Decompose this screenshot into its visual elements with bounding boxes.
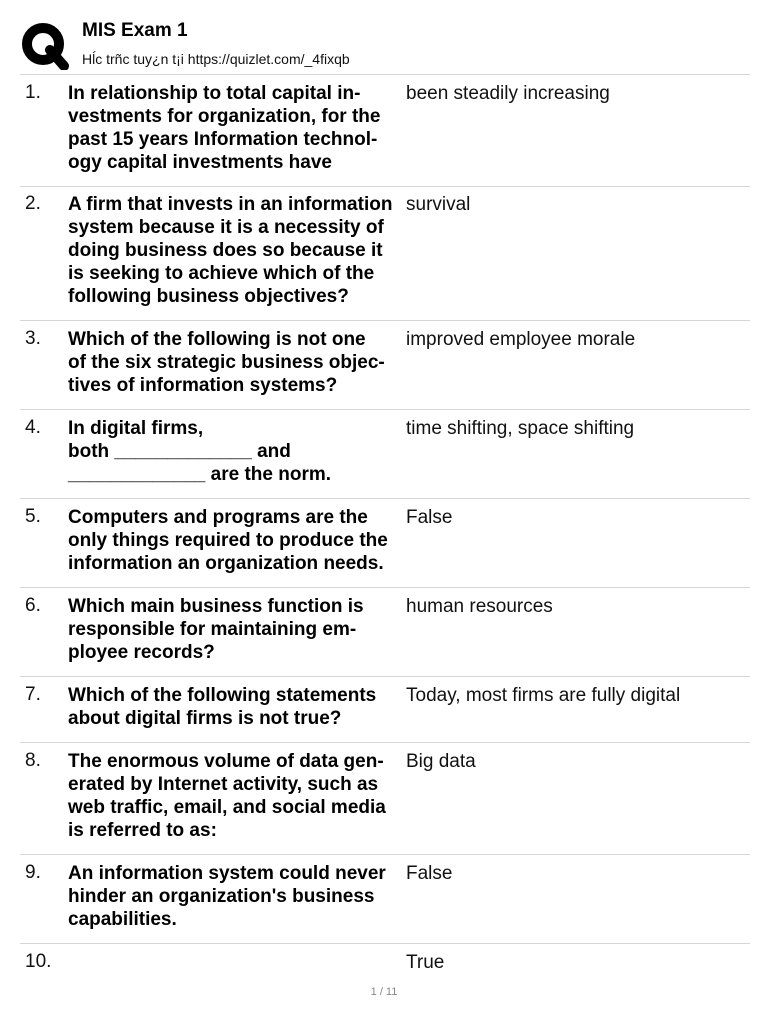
question-text: Which of the following is not one of the six strategic business objec- tives of information systems?	[68, 329, 385, 396]
item-number: 10.	[25, 951, 52, 972]
question-text: The enormous volume of data gen- erated by Internet activity, such as web traffic, email, and social media is referred to as:	[68, 751, 386, 841]
question-text: Computers and programs are the only things required to produce the information an organization needs.	[68, 507, 388, 574]
divider	[20, 676, 750, 677]
quizlet-logo-icon	[20, 20, 70, 70]
divider	[20, 854, 750, 855]
item-number: 8.	[25, 750, 41, 771]
answer-text: False	[406, 863, 453, 884]
item-number: 5.	[25, 506, 41, 527]
item-number: 2.	[25, 193, 41, 214]
page-title: MIS Exam 1	[82, 20, 188, 41]
question-text: Which main business function is responsible for maintaining em- ployee records?	[68, 596, 364, 663]
divider	[20, 409, 750, 410]
item-number: 6.	[25, 595, 41, 616]
answer-text: Big data	[406, 751, 476, 772]
answer-text: human resources	[406, 596, 553, 617]
divider	[20, 587, 750, 588]
divider	[20, 186, 750, 187]
source-link-text: Hĺc trñc tuy¿n t¡i https://quizlet.com/_4fixqb	[82, 51, 350, 67]
answer-text: Today, most firms are fully digital	[406, 685, 681, 706]
divider	[20, 320, 750, 321]
item-number: 9.	[25, 862, 41, 883]
question-text: In digital firms, both _____________ and _____________ are the norm.	[68, 418, 332, 485]
answer-text: time shifting, space shifting	[406, 418, 635, 439]
item-number: 4.	[25, 417, 41, 438]
question-text: Which of the following statements about digital firms is not true?	[68, 685, 377, 729]
question-text: A firm that invests in an information system because it is a necessity of doing business does so because it is seeking to achieve which of the following business objectives?	[68, 194, 393, 307]
item-number: 7.	[25, 684, 41, 705]
divider	[20, 498, 750, 499]
answer-text: been steadily increasing	[406, 83, 610, 104]
divider	[20, 742, 750, 743]
answer-text: True	[406, 952, 445, 973]
divider	[20, 943, 750, 944]
divider	[20, 74, 750, 75]
answer-text: improved employee morale	[406, 329, 636, 350]
item-number: 3.	[25, 328, 41, 349]
question-text: An information system could never hinder an organization's business capabilities.	[68, 863, 386, 930]
document-header	[20, 18, 750, 74]
question-text: In relationship to total capital in- vestments for organization, for the past 15 years Information technol- ogy capital investments have	[68, 83, 381, 173]
answer-text: survival	[406, 194, 471, 215]
answer-text: False	[406, 507, 453, 528]
page-number: 1 / 11	[370, 986, 398, 998]
item-number: 1.	[25, 82, 41, 103]
